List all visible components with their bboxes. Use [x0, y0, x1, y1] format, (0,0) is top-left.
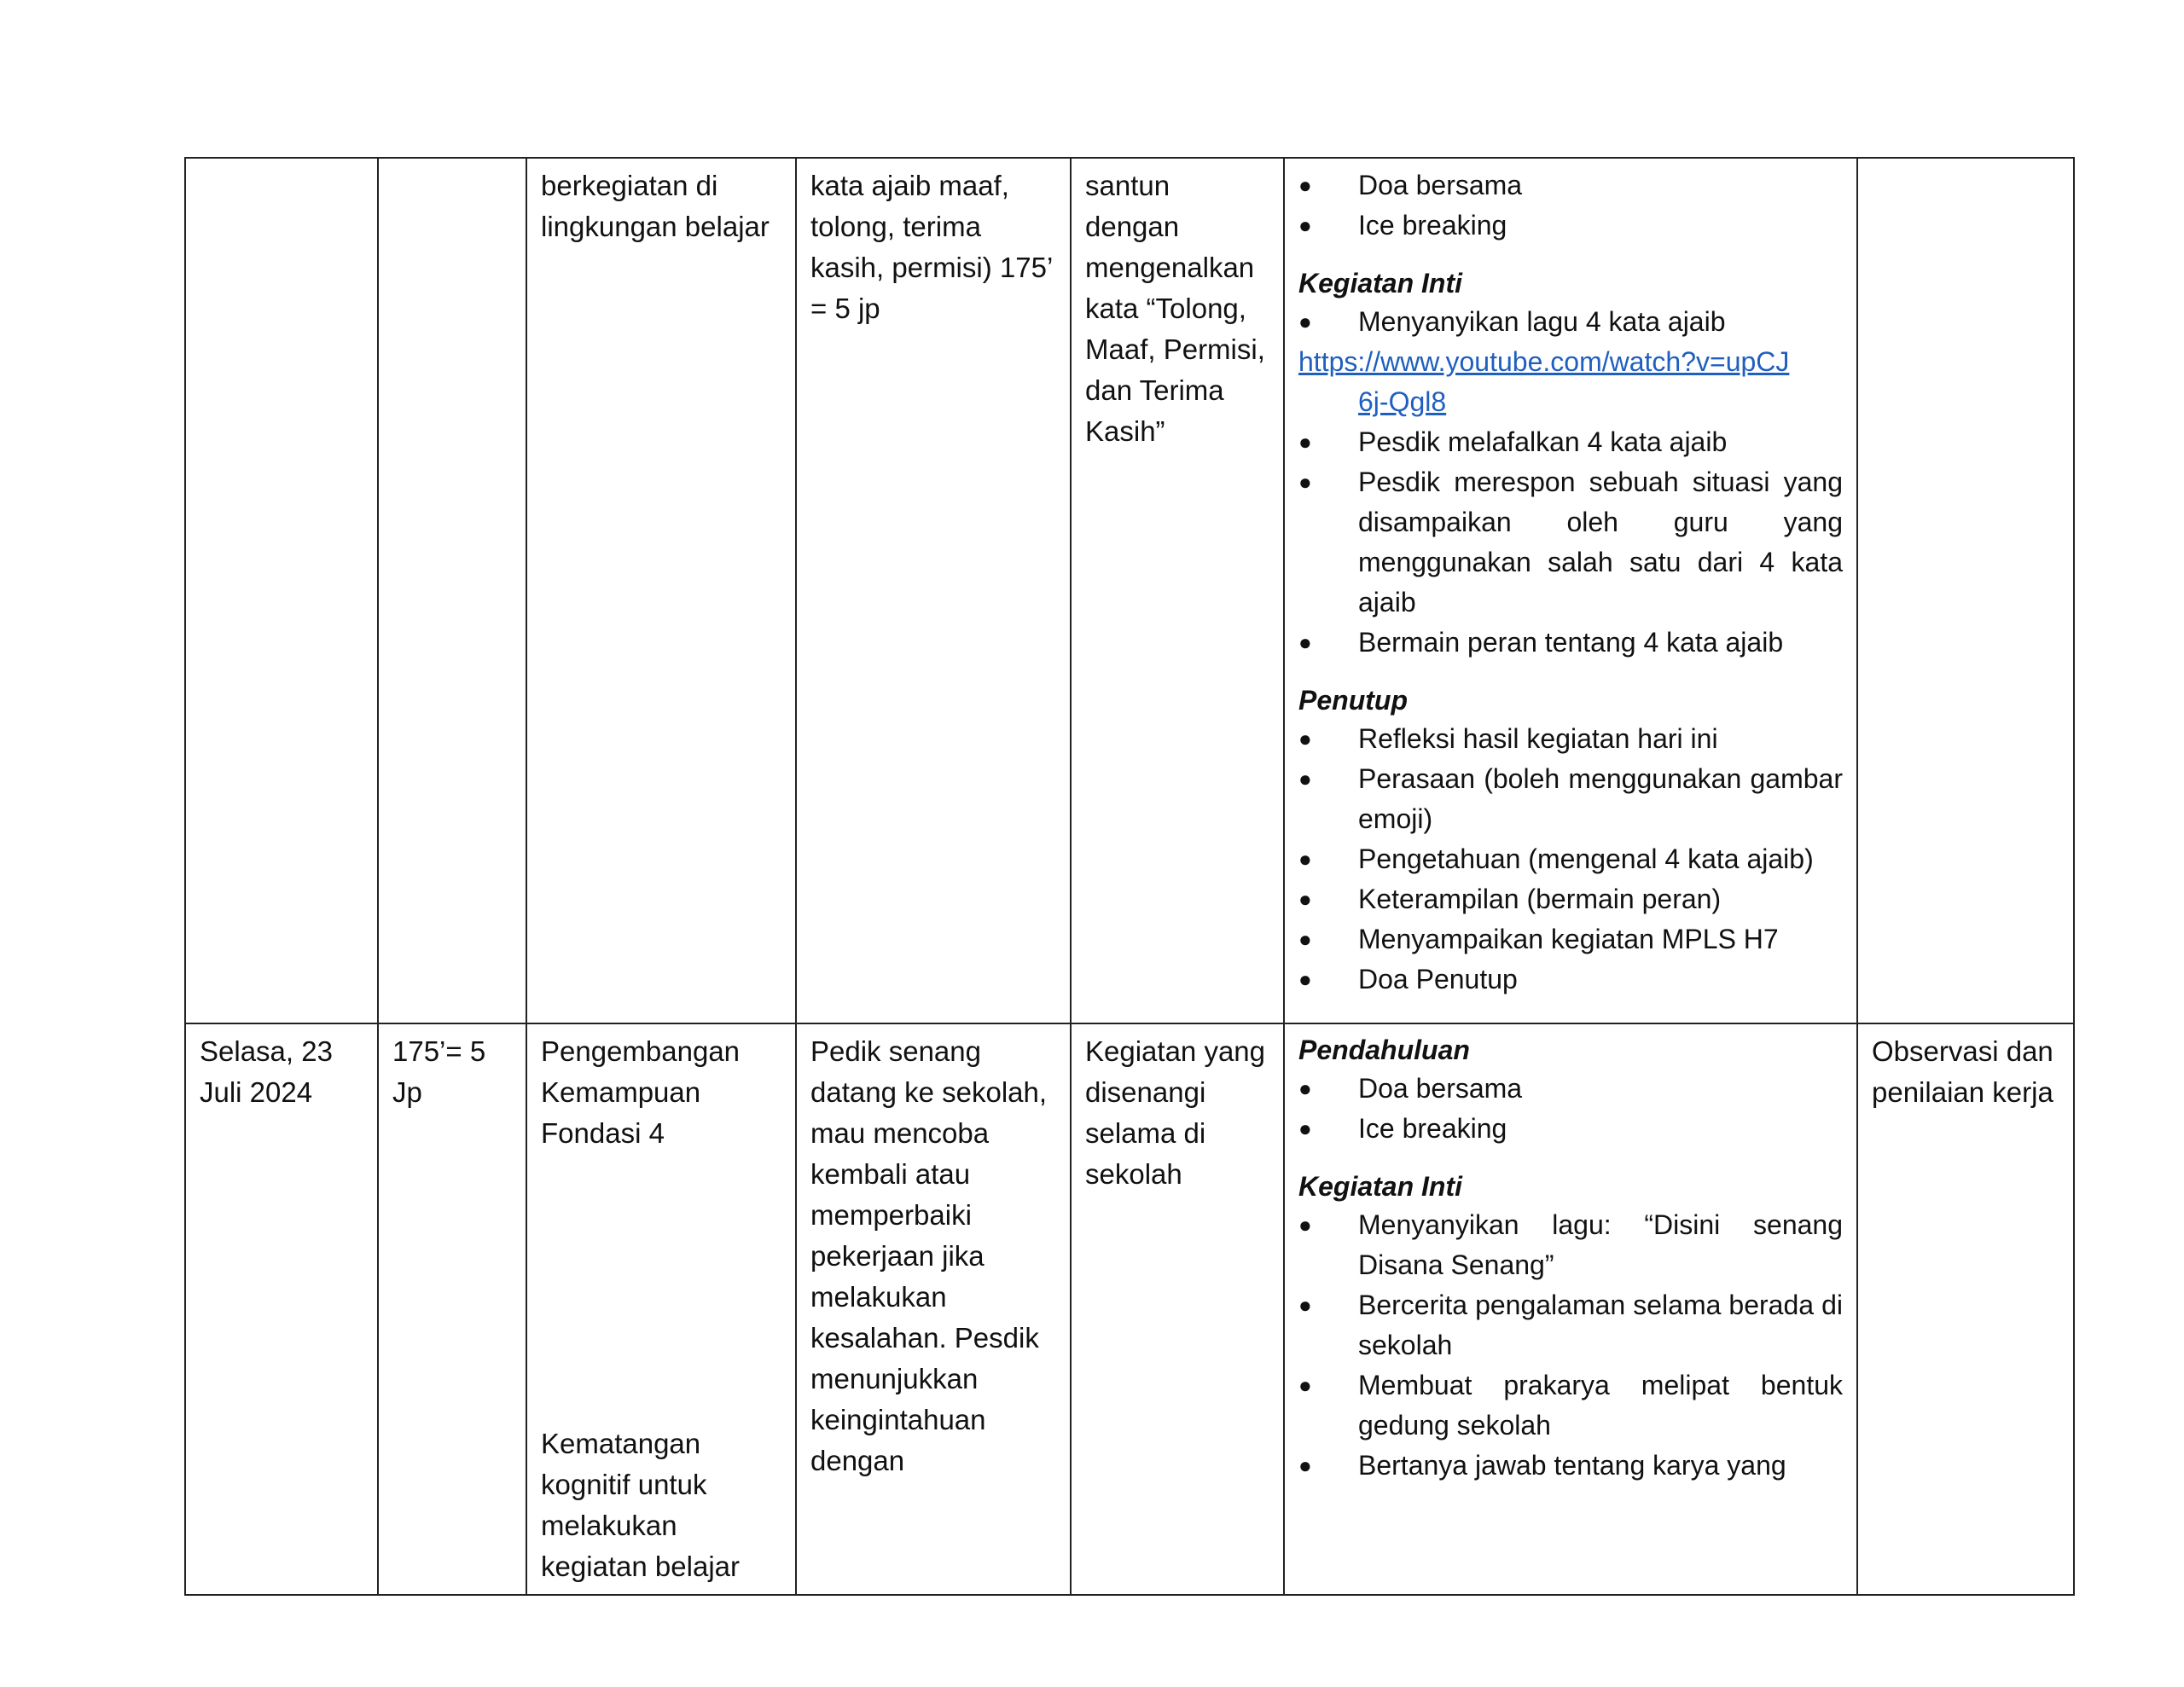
youtube-link[interactable]: https://www.youtube.com/watch?v=upCJ 6j-Qgl8 [1298, 346, 1790, 417]
topic-secondary: Kematangan kognitif untuk melakukan kegiatan belajar [541, 1428, 740, 1582]
core-list-continued [1298, 422, 1843, 663]
list-item: ● Membuat prakarya melipat bentuk gedung sekolah [1298, 1365, 1843, 1446]
day-cell: Selasa, 23 Juli 2024 [185, 1023, 378, 1595]
list-item: ● Bertanya jawab tentang karya yang [1298, 1446, 1843, 1486]
topic-cell: berkegiatan di lingkungan belajar [526, 158, 796, 1023]
duration-cell [378, 158, 526, 1023]
section-title: Pendahuluan [1298, 1035, 1470, 1065]
activities-cell [1284, 158, 1857, 1023]
opening-list [1298, 1069, 1843, 1149]
list-item: ● Refleksi hasil kegiatan hari ini [1298, 719, 1843, 759]
list-item: ● Perasaan (boleh menggunakan gambar emoji) [1298, 759, 1843, 839]
section-title: Kegiatan Inti [1298, 268, 1463, 299]
topic-primary: Pengembangan Kemampuan Fondasi 4 [541, 1035, 741, 1149]
list-item: ● Ice breaking [1298, 206, 1843, 246]
table-row [185, 158, 2074, 1023]
assessment-cell: Observasi dan penilaian kerja [1857, 1023, 2074, 1595]
core-list [1298, 1205, 1843, 1486]
table-row [185, 1023, 2074, 1595]
list-item: ● Menyanyikan lagu 4 kata ajaib [1298, 302, 1843, 342]
assessment-cell [1857, 158, 2074, 1023]
activities-cell [1284, 1023, 1857, 1595]
lesson-plan-table [184, 157, 2075, 1596]
closing-list [1298, 719, 1843, 1000]
duration-cell: 175’= 5 Jp [378, 1023, 526, 1595]
opening-list [1298, 165, 1843, 246]
list-item: ● Bercerita pengalaman selama berada di sekolah [1298, 1285, 1843, 1365]
material-cell: santun dengan mengenalkan kata “Tolong, Maaf, Permisi, dan Terima Kasih” [1071, 158, 1284, 1023]
list-item: ● Pesdik merespon sebuah situasi yang disampaikan oleh guru yang menggunakan salah satu dari 4 kata ajaib [1298, 462, 1843, 623]
core-list [1298, 302, 1843, 342]
material-cell: Kegiatan yang disenangi selama di sekolah [1071, 1023, 1284, 1595]
list-item: ● Keterampilan (bermain peran) [1298, 879, 1843, 919]
list-item: ● Doa bersama [1298, 1069, 1843, 1109]
section-title: Kegiatan Inti [1298, 1171, 1463, 1202]
objective-cell: Pedik senang datang ke sekolah, mau mencoba kembali atau memperbaiki pekerjaan jika melakukan kesalahan. Pesdik menunjukkan keingintahuan dengan [796, 1023, 1071, 1595]
objective-cell: kata ajaib maaf, tolong, terima kasih, permisi) 175’ = 5 jp [796, 158, 1071, 1023]
list-item: ● Bermain peran tentang 4 kata ajaib [1298, 623, 1843, 663]
list-item: ● Ice breaking [1298, 1109, 1843, 1149]
list-item: ● Pengetahuan (mengenal 4 kata ajaib) [1298, 839, 1843, 879]
list-item: ● Pesdik melafalkan 4 kata ajaib [1298, 422, 1843, 462]
list-item: ● Menyampaikan kegiatan MPLS H7 [1298, 919, 1843, 959]
day-cell [185, 158, 378, 1023]
topic-cell [526, 1023, 796, 1595]
section-title: Penutup [1298, 685, 1408, 716]
list-item: ● Doa bersama [1298, 165, 1843, 206]
list-item: ● Doa Penutup [1298, 959, 1843, 1000]
list-item: ● Menyanyikan lagu: “Disini senang Disana Senang” [1298, 1205, 1843, 1285]
